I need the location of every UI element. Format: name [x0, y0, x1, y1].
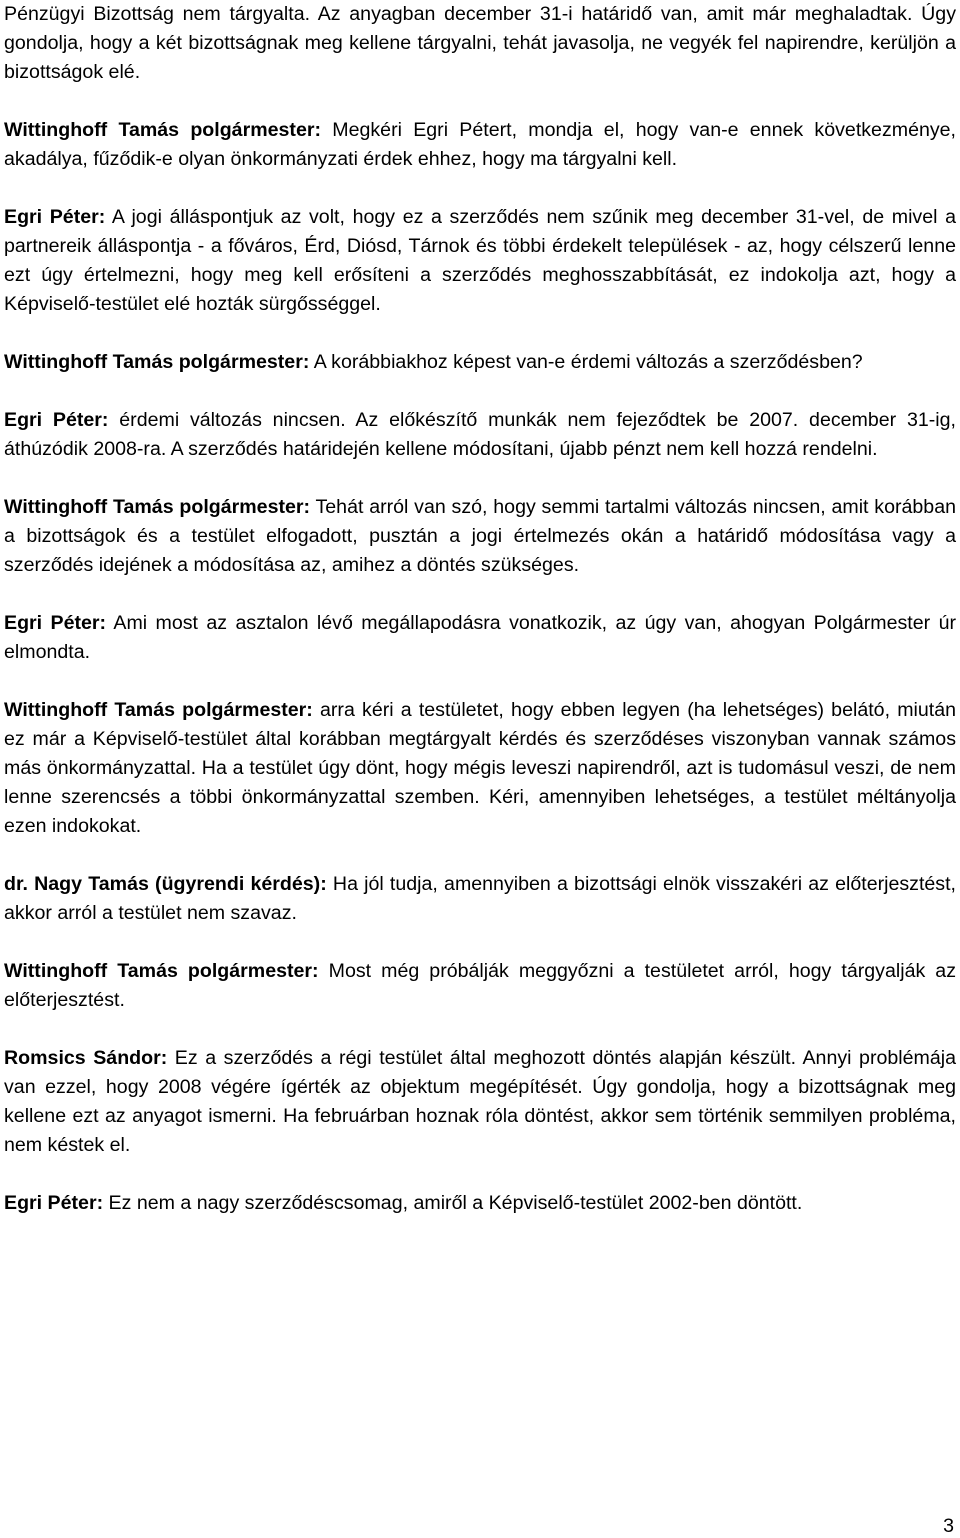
paragraph-11	[4, 1044, 956, 1160]
speaker-name: Romsics Sándor:	[4, 1047, 168, 1069]
paragraph-3	[4, 203, 956, 319]
paragraph-5	[4, 406, 956, 464]
paragraph-text: arra kéri a testületet, hogy ebben legyen (ha lehetséges) belátó, miután ez már a Képviselő-testület által korábban megtárgyalt kérdés és szerződéses viszonyban vannak számos más önkormányzattal. Ha a testület úgy dönt, hogy mégis leveszi napirendről, azt is tudomásul veszi, de nem lenne szerencsés a többi önkormányzattal szemben. Kéri, amennyiben lehetséges, a testület méltányolja ezen indokokat.	[4, 699, 957, 837]
paragraph-9	[4, 870, 956, 928]
paragraph-12	[4, 1189, 956, 1218]
paragraph-text: Tehát arról van szó, hogy semmi tartalmi változás nincsen, amit korábban a bizottságok és a testület elfogadott, pusztán a jogi értelmezés okán a határidő módosítása vagy a szerződés idejének a módosítása az, amihez a döntés szükséges.	[4, 496, 956, 576]
speaker-name: Wittinghoff Tamás polgármester:	[4, 496, 311, 518]
paragraph-1	[4, 0, 956, 87]
paragraph-text: Ha jól tudja, amennyiben a bizottsági elnök visszakéri az előterjesztést, akkor arról a testület nem szavaz.	[4, 873, 956, 924]
speaker-name: Wittinghoff Tamás polgármester:	[4, 960, 319, 982]
speaker-name: Egri Péter:	[4, 409, 109, 431]
paragraph-text: A jogi álláspontjuk az volt, hogy ez a szerződés nem szűnik meg december 31-vel, de mivel a partnereik álláspontja - a főváros, Érd, Diósd, Tárnok és többi érdekelt települések - az, hogy célszerű lenne ezt úgy értelmezni, hogy meg kell erősíteni a szerződés meghosszabbítását, ez indokolja azt, hogy a Képviselő-testület elé hozták sürgősséggel.	[4, 206, 957, 315]
speaker-name: dr. Nagy Tamás (ügyrendi kérdés):	[4, 873, 327, 895]
paragraph-text: Megkéri Egri Pétert, mondja el, hogy van-e ennek következménye, akadálya, fűződik-e olyan önkormányzati érdek ehhez, hogy ma tárgyalni kell.	[4, 119, 957, 170]
page-number: 3	[943, 1515, 954, 1537]
paragraph-4	[4, 348, 956, 377]
paragraph-text: A korábbiakhoz képest van-e érdemi változás a szerződésben?	[309, 351, 863, 373]
paragraph-text: Ami most az asztalon lévő megállapodásra vonatkozik, az úgy van, ahogyan Polgármester úr elmondta.	[4, 612, 957, 663]
paragraph-2	[4, 116, 956, 174]
speaker-name: Egri Péter:	[4, 612, 107, 634]
paragraph-7	[4, 609, 956, 667]
paragraph-text: Most még próbálják meggyőzni a testületet arról, hogy tárgyalják az előterjesztést.	[4, 960, 957, 1011]
document-page	[4, 0, 956, 1218]
paragraph-8	[4, 696, 956, 841]
speaker-name: Wittinghoff Tamás polgármester:	[4, 699, 313, 721]
paragraph-text: érdemi változás nincsen. Az előkészítő munkák nem fejeződtek be 2007. december 31-ig, áthúzódik 2008-ra. A szerződés határidején kellene módosítani, újabb pénzt nem kell hozzá rendelni.	[4, 409, 957, 460]
speaker-name: Egri Péter:	[4, 206, 106, 228]
paragraph-6	[4, 493, 956, 580]
speaker-name: Wittinghoff Tamás polgármester:	[4, 351, 310, 373]
paragraph-text: Ez a szerződés a régi testület által meghozott döntés alapján készült. Annyi problémája van ezzel, hogy 2008 végére ígérték az objektum megépítését. Úgy gondolja, hogy a bizottságnak meg kellene ezt az anyagot ismerni. Ha februárban hoznak róla döntést, akkor sem történik semmilyen probléma, nem késtek el.	[4, 1047, 956, 1156]
paragraph-text: Pénzügyi Bizottság nem tárgyalta. Az anyagban december 31-i határidő van, amit már meghaladtak. Úgy gondolja, hogy a két bizottságnak meg kellene tárgyalni, tehát javasolja, ne vegyék fel napirendre, kerüljön a bizottságok elé.	[4, 3, 956, 83]
speaker-name: Wittinghoff Tamás polgármester:	[4, 119, 321, 141]
paragraph-text: Ez nem a nagy szerződéscsomag, amiről a Képviselő-testület 2002-ben döntött.	[103, 1192, 803, 1214]
paragraph-10	[4, 957, 956, 1015]
speaker-name: Egri Péter:	[4, 1192, 104, 1214]
